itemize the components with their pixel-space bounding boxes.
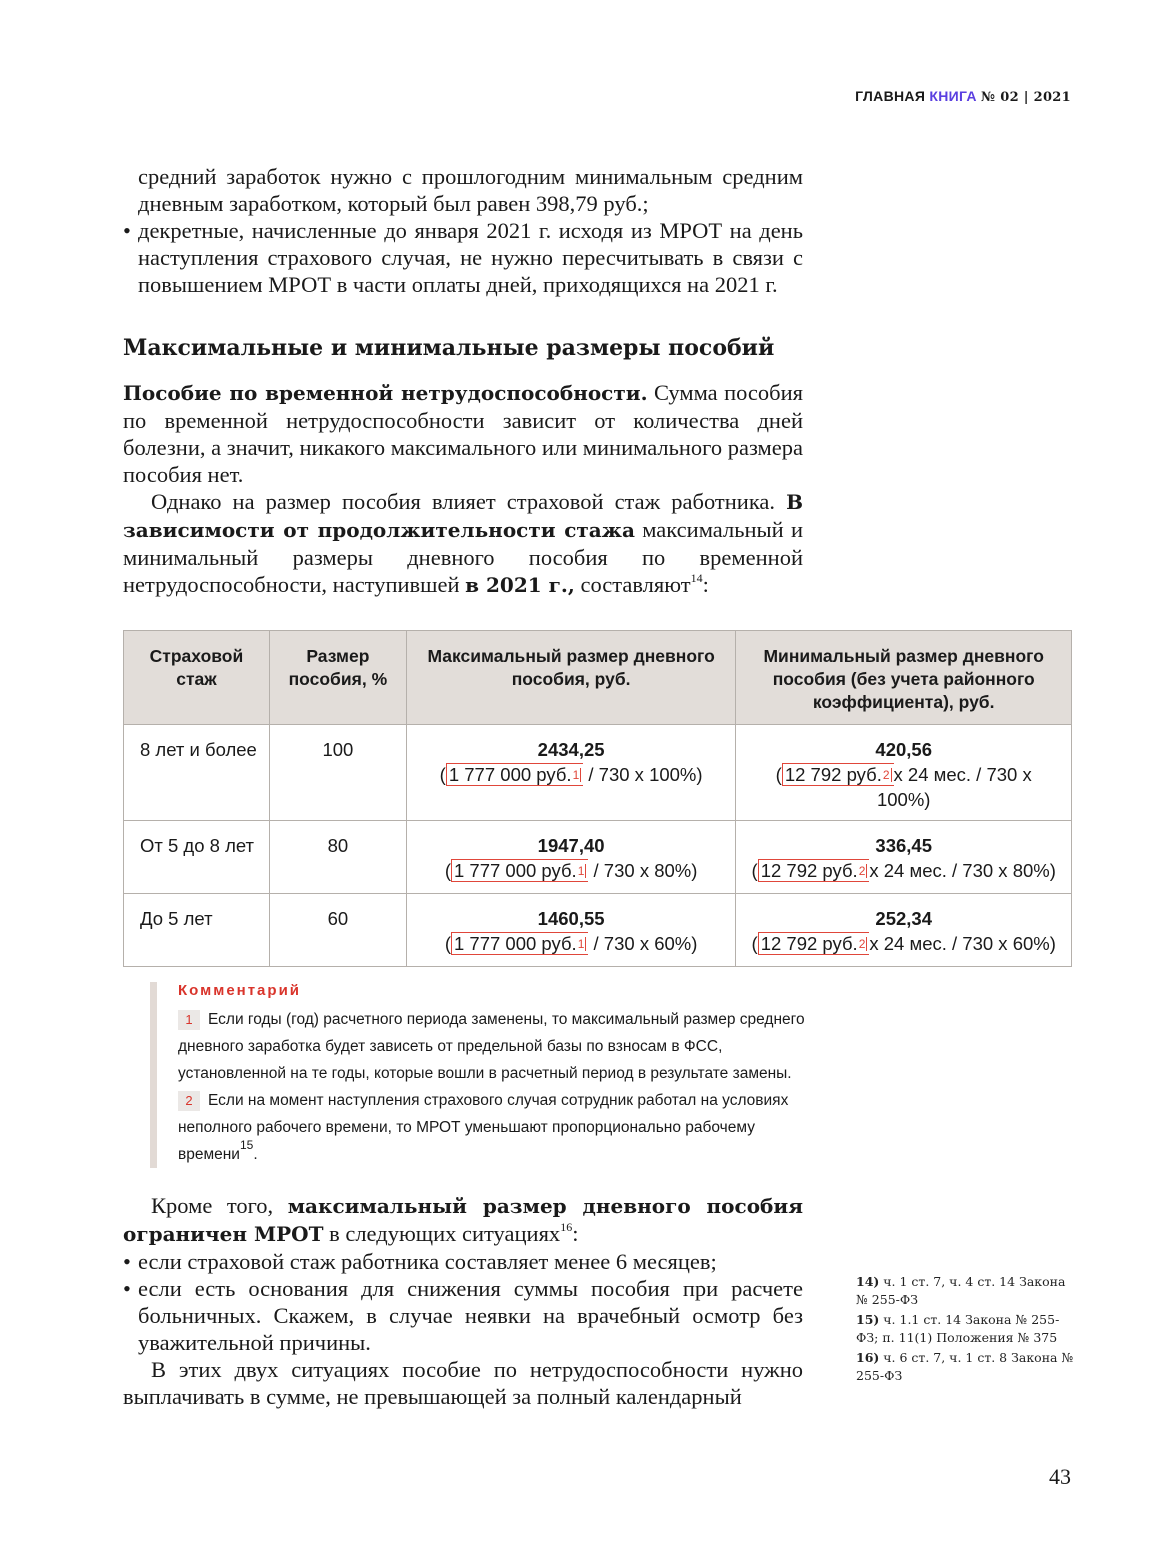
running-header (855, 88, 1071, 105)
cell-max (406, 821, 736, 894)
paren: ( (751, 860, 758, 881)
footnote-number: 14) (856, 1274, 880, 1289)
highlight-box (782, 763, 894, 786)
max-formula: / 730 х 100%) (583, 764, 703, 785)
max-base: 1 777 000 руб. (453, 860, 577, 881)
footnote-text: ч. 1 ст. 7, ч. 4 ст. 14 Закона № 255-ФЗ (856, 1274, 1066, 1307)
footnote-text: ч. 1.1 ст. 14 Закона № 255-ФЗ; п. 11(1) Положения № 375 (856, 1312, 1060, 1345)
max-formula: / 730 х 80%) (588, 860, 698, 881)
brand-name-accent: КНИГА (929, 88, 977, 104)
paren: ( (444, 933, 451, 954)
intro-continued-paragraph: средний заработок нужно с прошлогодним минимальным средним дневным заработком, который был равен 398,79 руб.; (138, 164, 803, 216)
paragraph-text: Сумма пособия по временной нетрудоспособности зависит от количества дней болезни, а значит, никакого максимального или минимального размера пособия нет. (123, 380, 803, 487)
max-base: 1 777 000 руб. (448, 764, 572, 785)
paragraph-lead: Пособие по временной нетрудоспособности. (123, 381, 648, 405)
min-formula: х 24 мес. / 730 х 80%) (869, 860, 1056, 881)
issue-number: № 02 | 2021 (980, 90, 1071, 105)
comment-ref: 2 (858, 937, 866, 951)
paren: ( (439, 764, 446, 785)
paren: ( (751, 933, 758, 954)
footnote (856, 1273, 1076, 1309)
paragraph-text: Кроме того, (151, 1193, 288, 1218)
footnote-text: ч. 6 ст. 7, ч. 1 ст. 8 Закона № 255-ФЗ (856, 1350, 1074, 1383)
cell-min (736, 725, 1072, 821)
max-value: 1460,55 (537, 908, 605, 929)
cell-percent: 60 (269, 894, 406, 967)
cell-min (736, 821, 1072, 894)
cell-stazh: От 5 до 8 лет (124, 821, 270, 894)
note-text: Если годы (год) расчетного периода заменены, то максимальный размер среднего дневного заработка будет зависеть от предельной базы по взносам в ФСС, установленной на те годы, которые вошли в расчетный период в результате замены. (178, 1011, 805, 1082)
comment-ref: 2 (882, 768, 890, 782)
paragraph-stazh (123, 488, 803, 599)
min-value: 420,56 (875, 739, 932, 760)
list-item: • если есть основания для снижения суммы пособия при расчете больничных. Скажем, в случае неявки на врачебный осмотр без уважительной причины. (123, 1275, 803, 1356)
paragraph-text: Однако на размер пособия влияет страховой стаж работника. (151, 489, 787, 514)
footnote-ref: 15 (239, 1138, 254, 1152)
paren: ( (775, 764, 782, 785)
table-row (124, 725, 1072, 821)
paragraph-text: максимальный и минимальный размеры дневного пособия по временной нетрудоспособности, наступившей (123, 517, 804, 597)
page-number: 43 (1049, 1464, 1071, 1489)
cell-max (406, 725, 736, 821)
footnote (856, 1311, 1076, 1347)
min-formula: х 24 мес. / 730 х 100%) (876, 764, 1032, 810)
brand-name: ГЛАВНАЯ (855, 88, 926, 104)
list-item: • если страховой стаж работника составляет менее 6 месяцев; (123, 1248, 803, 1275)
min-value: 252,34 (875, 908, 932, 929)
paragraph-emphasis: максимальный размер дневного пособия ограничен МРОТ (123, 1194, 803, 1246)
comment-ref: 1 (577, 864, 585, 878)
max-value: 1947,40 (537, 835, 605, 856)
paragraph-emphasis: в 2021 г., (465, 573, 575, 597)
after-block (123, 1192, 803, 1410)
column-header-stazh: Страховой стаж (124, 631, 270, 725)
comment-ref: 1 (572, 768, 580, 782)
highlight-box (758, 932, 870, 955)
paragraph-payment: В этих двух ситуациях пособие по нетрудоспособности нужно выплачивать в сумме, не превышающей за полный календарный (123, 1357, 803, 1409)
table-header-row (124, 631, 1072, 725)
min-base: 12 792 руб. (760, 933, 858, 954)
margin-footnotes (856, 1273, 1076, 1387)
paragraph-emphasis: В зависимости от продолжительности стажа (123, 490, 803, 542)
footnote-ref: 14 (690, 571, 703, 585)
column-header-min: Минимальный размер дневного пособия (без учета районного коэффициента), руб. (736, 631, 1072, 725)
punctuation: : (702, 572, 709, 597)
highlight-box (758, 859, 870, 882)
section-block (123, 335, 803, 361)
table-row (124, 821, 1072, 894)
column-header-max: Максимальный размер дневного пособия, руб. (406, 631, 736, 725)
footnote (856, 1349, 1076, 1385)
cell-percent: 100 (269, 725, 406, 821)
min-formula: х 24 мес. / 730 х 60%) (869, 933, 1056, 954)
paren: ( (444, 860, 451, 881)
comment-title: Комментарий (178, 982, 302, 999)
benefits-table (123, 630, 1072, 967)
min-value: 336,45 (875, 835, 932, 856)
footnote-ref: 16 (560, 1220, 573, 1234)
footnote-number: 15) (856, 1312, 880, 1327)
comment-note (178, 1006, 833, 1087)
comment-note (178, 1087, 833, 1168)
note-number-badge: 1 (178, 1010, 200, 1030)
cell-percent: 80 (269, 821, 406, 894)
intro-bullet: • декретные, начисленные до января 2021 г. исходя из МРОТ на день наступления страхового случая, не нужно пересчитывать в связи с повышением МРОТ в части оплаты дней, приходящихся на 2021 г. (123, 217, 803, 298)
max-value: 2434,25 (537, 739, 605, 760)
highlight-box (446, 763, 583, 786)
intro-block (123, 163, 803, 298)
cell-max (406, 894, 736, 967)
table-row (124, 894, 1072, 967)
note-text: Если на момент наступления страхового случая сотрудник работал на условиях неполного рабочего времени, то МРОТ уменьшают пропорционально рабочему времени (178, 1092, 789, 1163)
comment-ref: 2 (858, 864, 866, 878)
section-body (123, 379, 803, 599)
column-header-percent: Размер пособия, % (269, 631, 406, 725)
punctuation: . (253, 1146, 258, 1163)
section-heading: Максимальные и минимальные размеры пособий (123, 335, 775, 361)
paragraph-limits (123, 1192, 803, 1248)
min-base: 12 792 руб. (784, 764, 882, 785)
max-base: 1 777 000 руб. (453, 933, 577, 954)
min-base: 12 792 руб. (760, 860, 858, 881)
comment-ref: 1 (577, 937, 585, 951)
footnote-number: 16) (856, 1350, 880, 1365)
highlight-box (451, 859, 588, 882)
paragraph-text: в следующих ситуациях (323, 1221, 561, 1246)
highlight-box (451, 932, 588, 955)
cell-stazh: До 5 лет (124, 894, 270, 967)
comment-block (150, 982, 833, 1168)
note-number-badge: 2 (178, 1091, 200, 1111)
paragraph-text: составляют (574, 572, 691, 597)
cell-min (736, 894, 1072, 967)
punctuation: : (572, 1221, 579, 1246)
max-formula: / 730 х 60%) (588, 933, 698, 954)
paragraph-sick-leave (123, 379, 803, 488)
cell-stazh: 8 лет и более (124, 725, 270, 821)
